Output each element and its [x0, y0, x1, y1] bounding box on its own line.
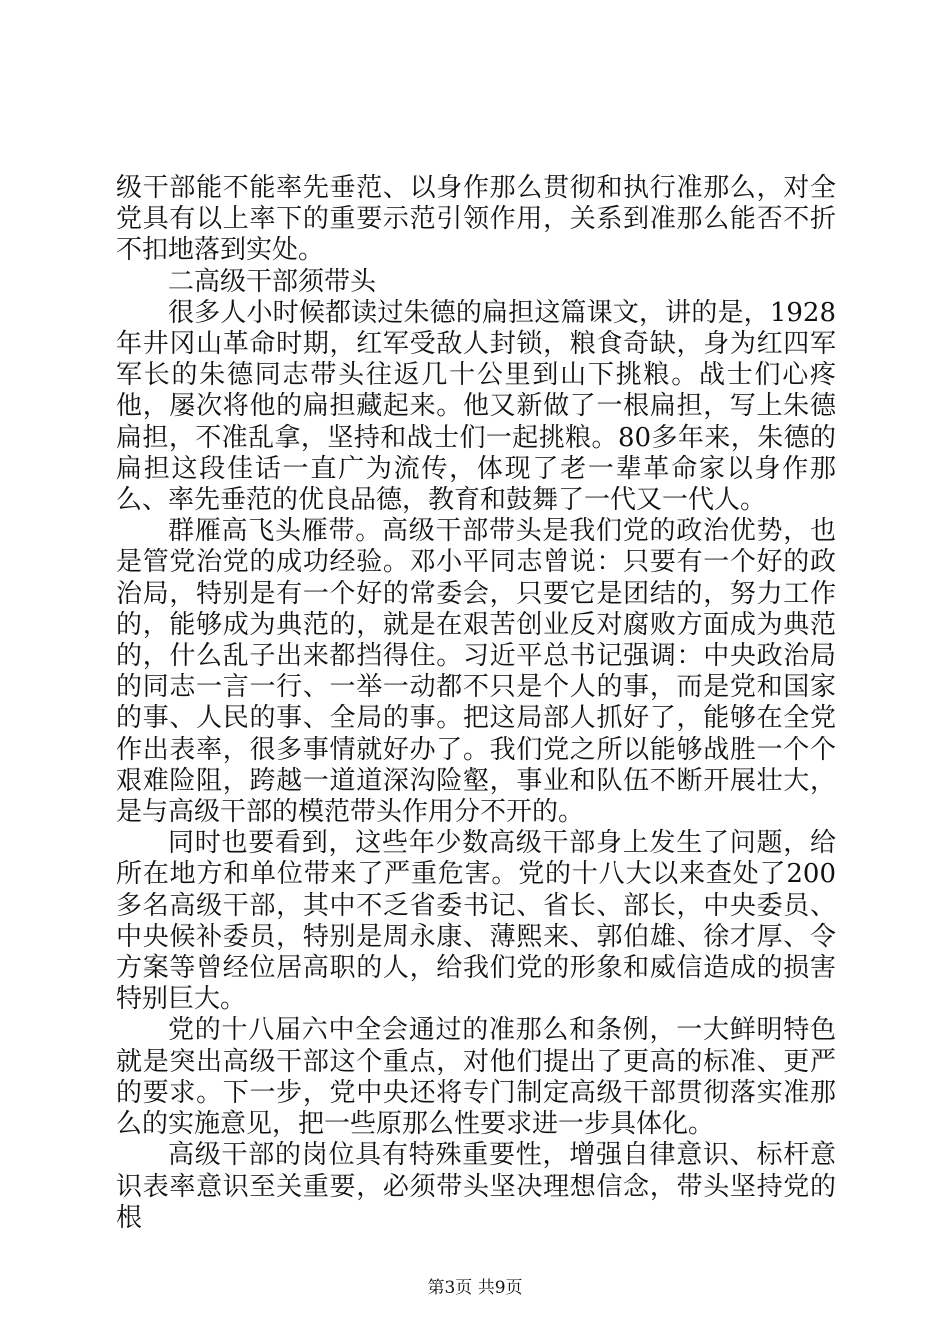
paragraph-sixth-plenum: 党的十八届六中全会通过的准那么和条例，一大鲜明特色就是突出高级干部这个重点，对他们提出了更高的标准、更严的要求。下一步，党中央还将专门制定高级干部贯彻落实准那么的实施意见，把一些原那么性要求进一步具体化。 [116, 1015, 836, 1140]
paragraph-zhu-de-story: 很多人小时候都读过朱德的扁担这篇课文，讲的是，1928年井冈山革命时期，红军受敌人封锁，粮食奇缺，身为红四军军长的朱德同志带头往返几十公里到山下挑粮。战士们心疼他，屡次将他的扁担藏起来。他又新做了一根扁担，写上朱德扁担，不准乱拿，坚持和战士们一起挑粮。80多年来，朱德的扁担这段佳话一直广为流传，体现了老一辈革命家以身作那么、率先垂范的优良品德，教育和鼓舞了一代又一代人。 [116, 297, 836, 516]
paragraph-continuation: 级干部能不能率先垂范、以身作那么贯彻和执行准那么，对全党具有以上率下的重要示范引领作用，关系到准那么能否不折不扣地落到实处。 [116, 173, 836, 266]
document-body [116, 173, 836, 1234]
page-number-footer: 第3页 共9页 [427, 1278, 523, 1298]
paragraph-self-discipline: 高级干部的岗位具有特殊重要性，增强自律意识、标杆意识表率意识至关重要，必须带头坚决理想信念，带头坚持党的根 [116, 1140, 836, 1233]
section-heading: 二高级干部须带头 [168, 266, 377, 297]
paragraph-problems: 同时也要看到，这些年少数高级干部身上发生了问题，给所在地方和单位带来了严重危害。党的十八大以来查处了200多名高级干部，其中不乏省委书记、省长、部长，中央委员、中央候补委员，特别是周永康、薄熙来、郭伯雄、徐才厚、令方案等曾经位居高职的人，给我们党的形象和威信造成的损害特别巨大。 [116, 828, 836, 1015]
paragraph-leading-geese: 群雁高飞头雁带。高级干部带头是我们党的政治优势，也是管党治党的成功经验。邓小平同志曾说：只要有一个好的政治局，特别是有一个好的常委会，只要它是团结的，努力工作的，能够成为典范的，就是在艰苦创业反对腐败方面成为典范的，什么乱子出来都挡得住。习近平总书记强调：中央政治局的同志一言一行、一举一动都不只是个人的事，而是党和国家的事、人民的事、全局的事。把这局部人抓好了，能够在全党作出表率，很多事情就好办了。我们党之所以能够战胜一个个艰难险阻，跨越一道道深沟险壑，事业和队伍不断开展壮大，是与高级干部的模范带头作用分不开的。 [116, 516, 836, 828]
